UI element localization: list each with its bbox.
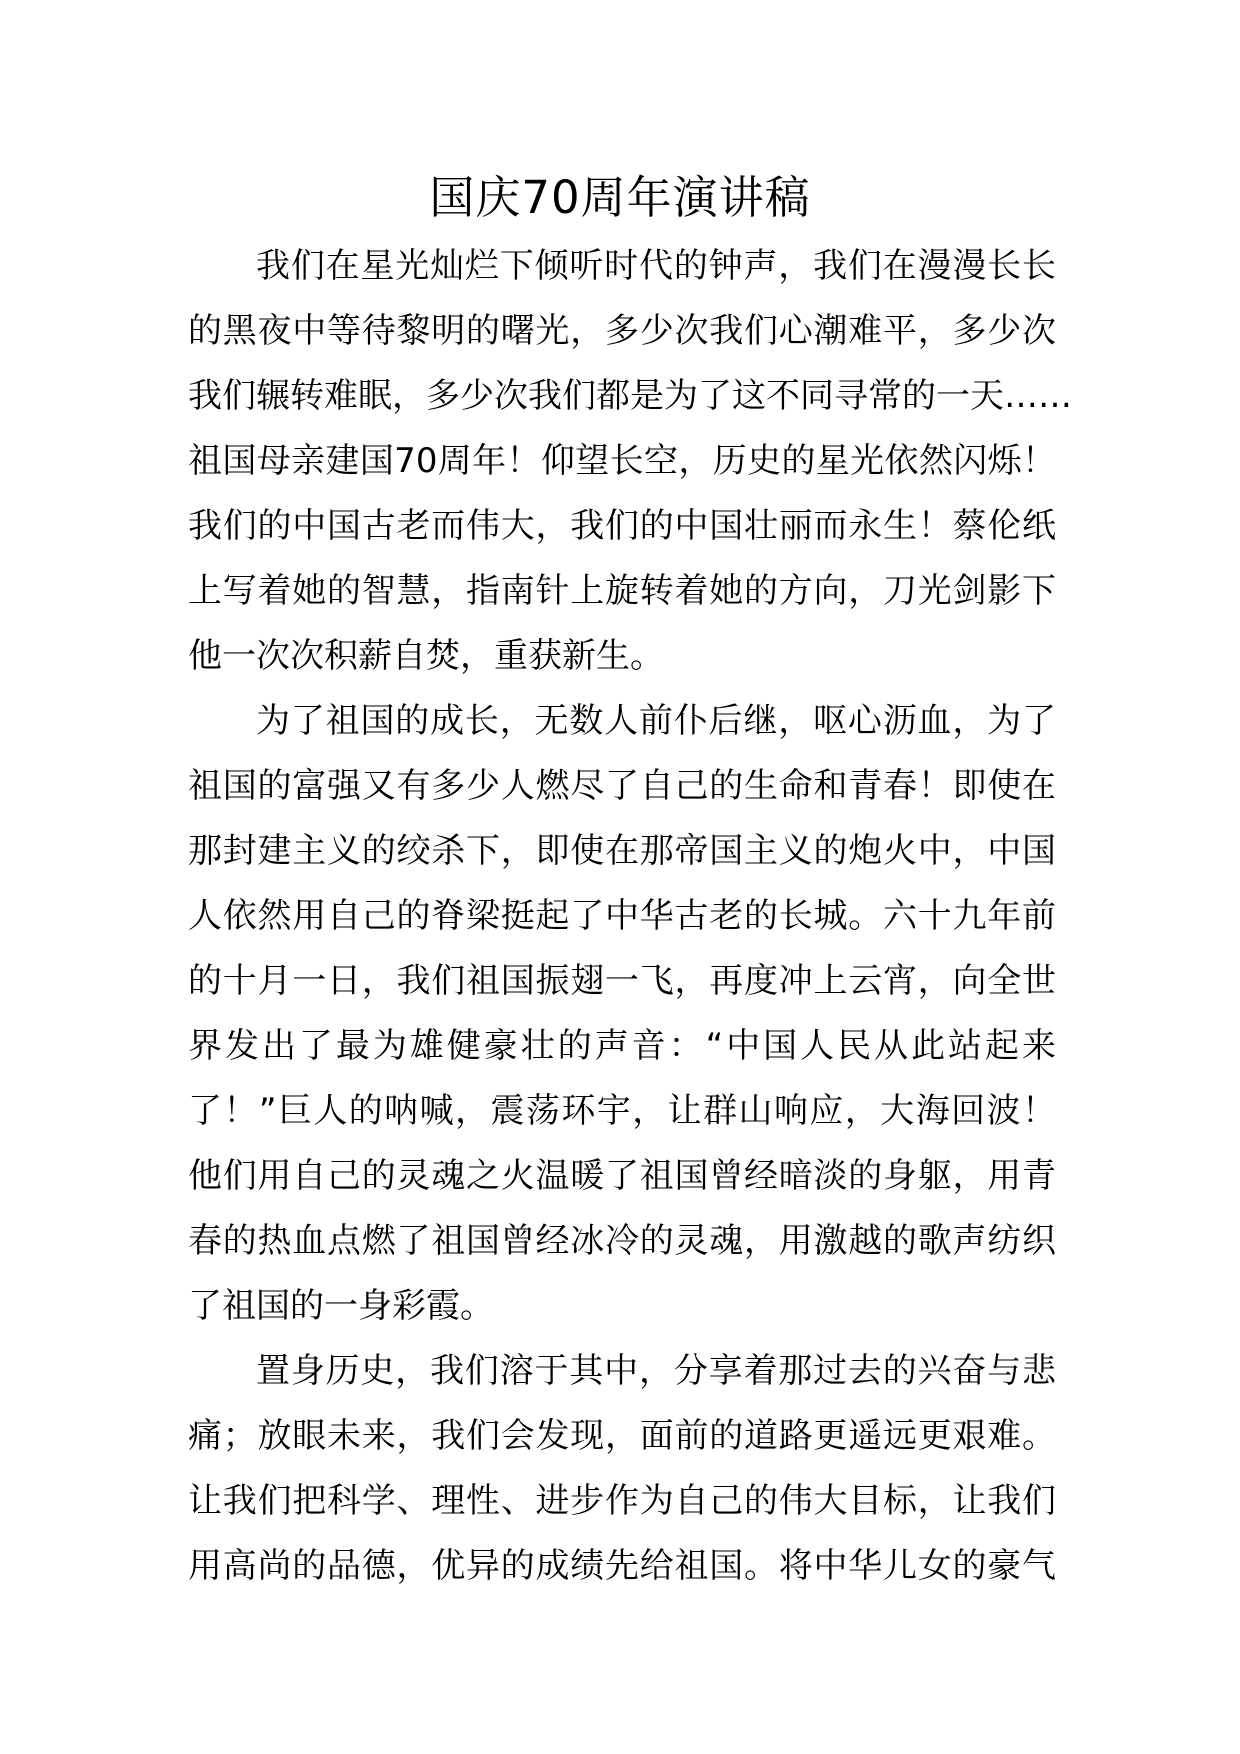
- paragraph-1: [188, 234, 1072, 689]
- paragraph-line: 他一次次积薪自焚，重获新生。: [188, 636, 664, 676]
- paragraph-line: 为了祖国的成长，无数人前仆后继，呕心沥血，为了: [256, 701, 1056, 741]
- paragraph-line: 界发出了最为雄健豪壮的声音：“中国人民从此站起来: [188, 1026, 1056, 1066]
- paragraph-line: 了祖国的一身彩霞。: [188, 1286, 494, 1326]
- paragraph-line: 了！”巨人的呐喊，震荡环宇，让群山响应，大海回波！: [188, 1091, 1056, 1131]
- paragraph-line: 痛；放眼未来，我们会发现，面前的道路更遥远更艰难。: [188, 1416, 1056, 1456]
- paragraph-line: 那封建主义的绞杀下，即使在那帝国主义的炮火中，中国: [188, 831, 1056, 871]
- paragraph-line: 祖国的富强又有多少人燃尽了自己的生命和青春！即使在: [188, 766, 1056, 806]
- paragraph-line: 置身历史，我们溶于其中，分享着那过去的兴奋与悲: [256, 1351, 1056, 1391]
- paragraph-line: 的黑夜中等待黎明的曙光，多少次我们心潮难平，多少次: [188, 311, 1056, 351]
- paragraph-line: 让我们把科学、理性、进步作为自己的伟大目标，让我们: [188, 1481, 1056, 1521]
- page-title: 国庆70周年演讲稿: [429, 171, 811, 224]
- paragraph-line: 祖国母亲建国70周年！仰望长空，历史的星光依然闪烁！: [188, 441, 1056, 481]
- paragraph-line: 上写着她的智慧，指南针上旋转着她的方向，刀光剑影下: [188, 571, 1056, 611]
- paragraph-line: 用高尚的品德，优异的成绩先给祖国。将中华儿女的豪气: [188, 1546, 1056, 1586]
- paragraph-line: 我们在星光灿烂下倾听时代的钟声，我们在漫漫长长: [256, 246, 1056, 286]
- paragraph-2: [188, 689, 1056, 1339]
- paragraph-line: 春的热血点燃了祖国曾经冰冷的灵魂，用激越的歌声纺织: [188, 1221, 1056, 1261]
- paragraph-line: 我们的中国古老而伟大，我们的中国壮丽而永生！蔡伦纸: [188, 506, 1056, 546]
- paragraph-line: 的十月一日，我们祖国振翅一飞，再度冲上云宵，向全世: [188, 961, 1056, 1001]
- paragraph-line: 他们用自己的灵魂之火温暖了祖国曾经暗淡的身躯，用青: [188, 1156, 1056, 1196]
- paragraph-line: 我们辗转难眠，多少次我们都是为了这不同寻常的一天……: [188, 376, 1072, 416]
- paragraph-line: 人依然用自己的脊梁挺起了中华古老的长城。六十九年前: [188, 896, 1056, 936]
- document-body: [188, 234, 1072, 1599]
- paragraph-3: [188, 1339, 1056, 1599]
